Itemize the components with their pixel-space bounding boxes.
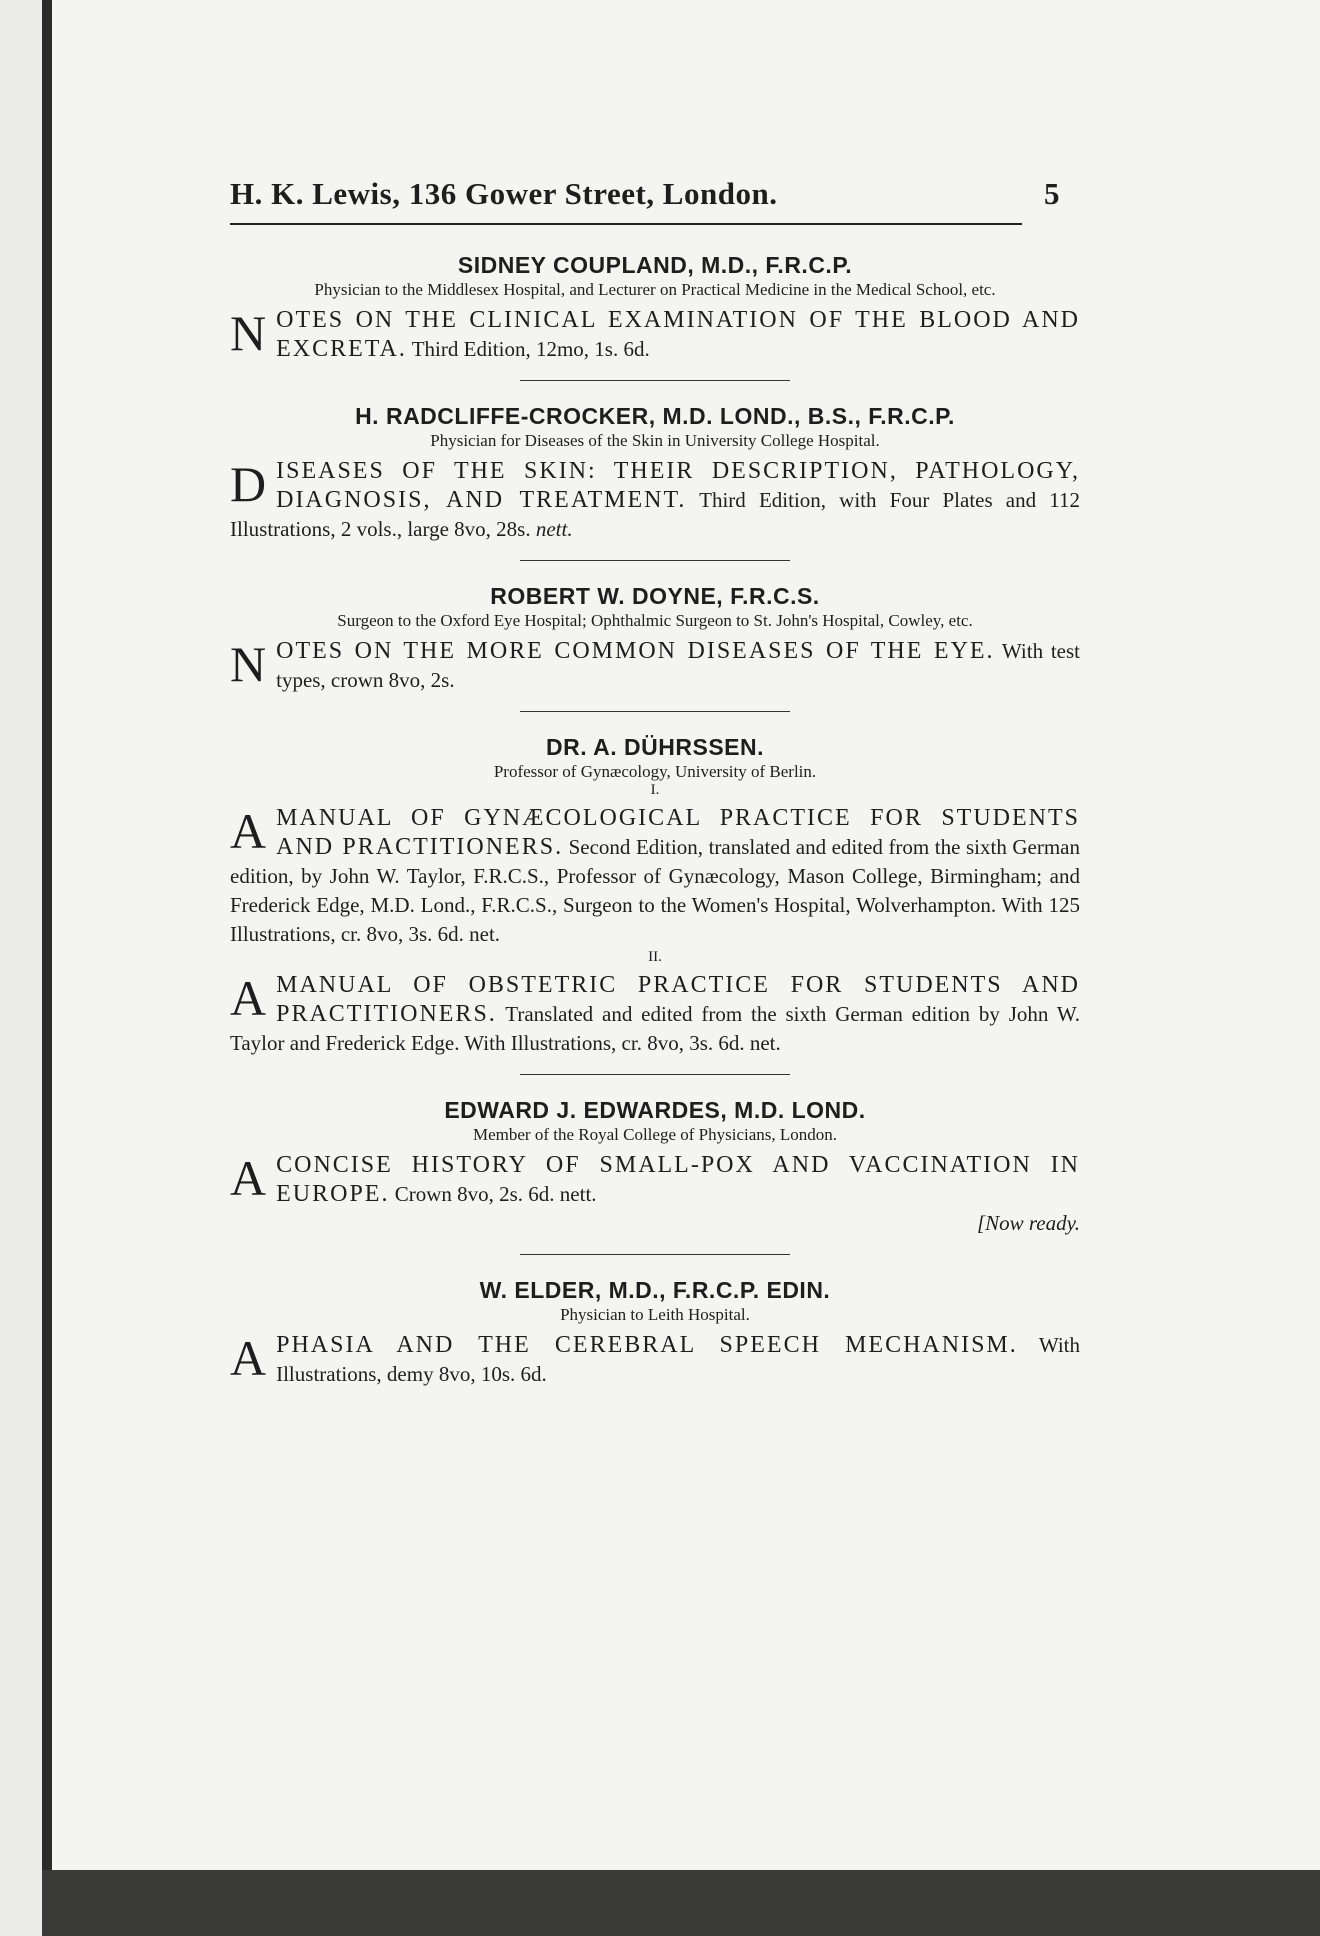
author-name: SIDNEY COUPLAND, M.D., F.R.C.P. [457,252,853,278]
book-title: ISEASES OF THE SKIN: THEIR DESCRIPTION, PATHOLOGY, DIAGNOSIS, AND TREATMENT. [276,458,1080,513]
facing-page-edge [0,0,45,1936]
book-description [230,306,1080,364]
drop-cap: N [230,305,267,361]
author-name: H. RADCLIFFE-CROCKER, M.D. LOND., B.S., F.R.C.P. [355,403,955,429]
book-details: With Illustrations, demy 8vo, 10s. 6d. [276,1333,1080,1386]
entry-doyne [230,581,1080,695]
book-details-italic: nett. [530,517,573,541]
book-description [230,457,1080,544]
drop-cap: A [230,803,267,859]
drop-cap: A [230,970,267,1026]
author-name: ROBERT W. DOYNE, F.R.C.S. [490,583,820,609]
entry-elder [230,1275,1080,1389]
author-affiliation: Professor of Gynæcology, University of Berlin. [493,762,817,781]
advertisement-column [230,250,1080,1389]
author-affiliation: Physician to Leith Hospital. [560,1305,750,1324]
entry-radcliffe-crocker [230,401,1080,544]
header-rule [230,223,1022,225]
author-name: W. ELDER, M.D., F.R.C.P. EDIN. [479,1277,831,1303]
author-name: EDWARD J. EDWARDES, M.D. LOND. [444,1097,866,1123]
book-details: Third Edition, with Four Plates and 112 Illustrations, 2 vols., large 8vo, 28s. [230,488,1080,541]
section-numeral: II. [648,949,662,965]
author-affiliation: Surgeon to the Oxford Eye Hospital; Ophthalmic Surgeon to St. John's Hospital, Cowley, etc. [337,611,973,630]
page-number: 5 [1044,176,1060,211]
author-affiliation: Member of the Royal College of Physicians, London. [472,1125,838,1144]
book-title: MANUAL OF OBSTETRIC PRACTICE FOR STUDENTS AND PRACTITIONERS. [276,972,1080,1027]
book-title: PHASIA AND THE CEREBRAL SPEECH MECHANISM. [276,1332,1018,1358]
author-name: DR. A. DÜHRSSEN. [546,734,764,760]
book-description [230,1151,1080,1209]
section-numeral: I. [650,782,660,798]
entry-edwardes [230,1095,1080,1238]
book-title: CONCISE HISTORY OF SMALL-POX AND VACCINATION IN EUROPE. [276,1152,1080,1207]
book-details: Translated and edited from the sixth German edition by John W. Taylor and Frederick Edge. With Illustrations, cr. 8vo, 3s. 6d. net. [230,1002,1080,1055]
book-description [230,1331,1080,1389]
drop-cap: D [230,456,267,512]
author-affiliation: Physician to the Middlesex Hospital, and Lecturer on Practical Medicine in the Medical School, etc. [314,280,996,299]
book-description [230,971,1080,1058]
separator-rule [520,711,790,712]
separator-rule [520,1254,790,1255]
separator-rule [520,1074,790,1075]
separator-rule [520,560,790,561]
running-header [230,176,1060,226]
book-title: OTES ON THE MORE COMMON DISEASES OF THE EYE. [276,638,995,664]
separator-rule [520,380,790,381]
book-details: With test types, crown 8vo, 2s. [276,639,1080,692]
header-title: H. K. Lewis, 136 Gower Street, London. [230,176,778,211]
book-title: OTES ON THE CLINICAL EXAMINATION OF THE BLOOD AND EXCRETA. [276,307,1080,362]
book-description [230,637,1080,695]
drop-cap: A [230,1150,267,1206]
book-description [230,804,1080,949]
book-details: Second Edition, translated and edited from the sixth German edition, by John W. Taylor, F.R.C.S., Professor of Gynæcology, Mason College, Birmingham; and Frederick Edge, M.D. Lond., F.R.C.S., Surgeon to the Women's Hospital, Wolverhampton. With 125 Illustrations, cr. 8vo, 3s. 6d. net. [230,835,1080,946]
author-affiliation: Physician for Diseases of the Skin in University College Hospital. [430,431,880,450]
book-details: Third Edition, 12mo, 1s. 6d. [406,337,650,361]
entry-duhrssen [230,732,1080,1058]
book-title: MANUAL OF GYNÆCOLOGICAL PRACTICE FOR STUDENTS AND PRACTITIONERS. [276,805,1080,860]
entry-coupland [230,250,1080,364]
book-details: Crown 8vo, 2s. 6d. nett. [389,1182,597,1206]
availability-note: [Now ready. [976,1211,1080,1235]
drop-cap: N [230,636,267,692]
page-bottom-shadow [42,1870,1320,1936]
drop-cap: A [230,1330,267,1386]
